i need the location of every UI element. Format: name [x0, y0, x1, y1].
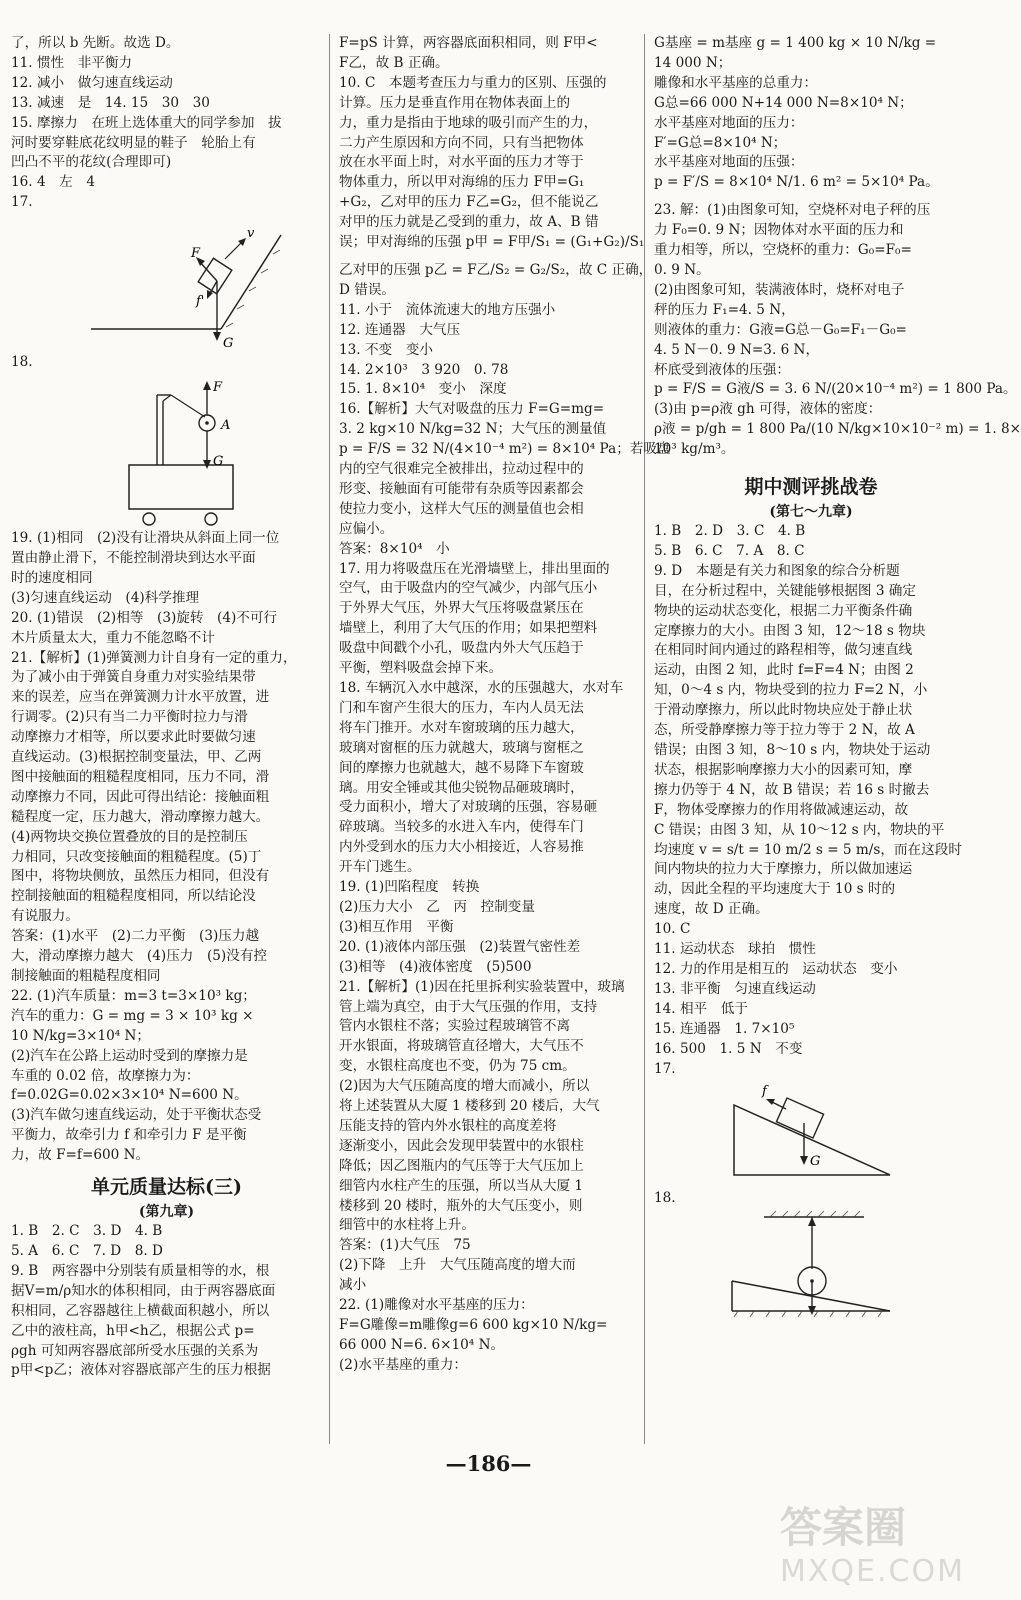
text-line: 车重的 0.02 倍，故摩擦力为： — [11, 1067, 200, 1084]
text-line: 时的速度相同 — [11, 569, 93, 586]
text-line: (2)压力大小 乙 丙 控制变量 — [339, 898, 535, 915]
answers-block-3 — [11, 529, 322, 1166]
text-line: D 错误。 — [339, 281, 396, 298]
text-line: 压能支持的管内外水银柱的高度差将 — [339, 1117, 557, 1134]
text-line: (2)因为大气压随高度的增大而减小，所以 — [339, 1078, 590, 1095]
text-line: 目，在分析过程中，关键能够根据图 3 确定 — [654, 582, 916, 599]
text-line: 11. 运动状态 球拍 惯性 — [654, 941, 816, 958]
text-line: 控制接触面的粗糙程度相同，所以结论没 — [11, 888, 256, 905]
text-line: 碎玻璃。当较多的水进入车内，使得车门 — [339, 819, 584, 836]
text-line: 细管中的水柱将上升。 — [339, 1217, 475, 1234]
text-line: 行调零。(2)只有当二力平衡时拉力与滑 — [11, 709, 248, 726]
text-line: (3)相互作用 平衡 — [339, 918, 454, 935]
text-line: (2)水平基座的重力： — [339, 1356, 468, 1373]
text-line: 二力产生原因和方向不同，只有当把物体 — [339, 134, 584, 151]
text-line: 河时要穿鞋底花纹明显的鞋子 轮胎上有 — [11, 134, 256, 151]
text-line: 12. 连通器 大气压 — [339, 321, 461, 338]
text-line: 11. 小于 流体流速大的地方压强小 — [339, 301, 556, 318]
text-line: (2)汽车在公路上运动时受到的摩擦力是 — [11, 1047, 248, 1064]
text-line: 大，滑动摩擦力越大 (4)压力 (5)没有控 — [11, 948, 268, 965]
text-line: 错误；由图 3 知，8～10 s 内，物块处于运动 — [654, 742, 931, 758]
text-line: 16.【解析】大气对吸盘的压力 F=G=mg= — [339, 401, 605, 418]
text-line: (2)由图象可知，装满液体时，烧杯对电子 — [654, 281, 905, 298]
text-line: 12. 力的作用是相互的 运动状态 变小 — [654, 960, 898, 977]
column-divider — [329, 34, 330, 1444]
text-line: 对甲的压力就是乙受到的重力，故 A、B 错 — [339, 214, 599, 231]
text-line: 据V=m/ρ知水的体积相同，由于两容器底面 — [11, 1282, 276, 1299]
text-line: 于外界大气压，外界大气压将吸盘紧压在 — [339, 600, 584, 617]
text-line: 22. (1)雕像对水平基座的压力： — [339, 1297, 534, 1314]
text-line: 均速度 v = s/t = 10 m/2 s = 5 m/s，而在这段时 — [654, 841, 962, 858]
text-line: 态，所受静摩擦力等于拉力等于 2 N，故 A — [654, 722, 915, 739]
label-f: f — [762, 1084, 767, 1100]
label-G: G — [213, 454, 224, 470]
text-line: 15. 1. 8×10⁴ 变小 深度 — [339, 381, 507, 398]
text-line: (3)由 p=ρ液 gh 可得，液体的密度： — [654, 401, 882, 418]
text-line: (4)两物块交换位置叠放的目的是控制压 — [11, 828, 248, 845]
text-line: 10. C 本题考查压力与重力的区别、压强的 — [339, 74, 607, 91]
text-line: 管上端为真空，由于大气压强的作用，支持 — [339, 998, 598, 1015]
text-line: 运动，由图 2 知，此时 f=F=4 N；由图 2 — [654, 662, 914, 679]
text-line: 17. 用力将吸盘压在光滑墙壁上，排出里面的 — [339, 560, 610, 577]
figure-18-ball-on-slope — [654, 1209, 968, 1339]
text-line: 误；甲对海绵的压强 p甲 = F甲/S₁ = (G₁+G₂)/S₁ — [339, 234, 645, 251]
text-line: 5. B 6. C 7. A 8. C — [654, 542, 805, 559]
figure-17-block-on-slope — [654, 1079, 968, 1189]
text-line: 21.【解析】(1)因在托里拆利实验装置中，玻璃 — [339, 978, 625, 995]
middle-column — [339, 34, 671, 1376]
text-line: 20. (1)液体内部压强 (2)装置气密性差 — [339, 938, 581, 955]
text-line: 吸盘中间戳个小孔，吸盘内外大气压趋于 — [339, 640, 584, 657]
answers-block-6 — [654, 34, 1021, 460]
text-line: 了，所以 b 先断。故选 D。 — [11, 35, 180, 51]
text-line: 将上述装置从大厦 1 楼移到 20 楼后，大气 — [339, 1098, 600, 1115]
text-line: 则液体的重力：G液=G总－G₀=F₁－G₀= — [654, 321, 907, 338]
text-line: 管内水银柱不落；实验过程玻璃管不离 — [339, 1018, 571, 1035]
left-column — [11, 34, 322, 1381]
text-line: 答案：(1)水平 (2)二力平衡 (3)压力越 — [11, 928, 260, 945]
text-line: F=G雕像=m雕像g=6 600 kg×10 N/kg= — [339, 1317, 608, 1333]
text-line: 力，故 F=f=600 N。 — [11, 1147, 150, 1164]
text-line: 乙对甲的压强 p乙 = F乙/S₂ = G₂/S₂，故 C 正确， — [339, 261, 653, 278]
text-line: 于滑动摩擦力，所以此时物块应处于静止状 — [654, 702, 913, 719]
text-line: 汽车的重力：G = mg = 3 × 10³ kg × — [11, 1007, 254, 1024]
column-divider — [644, 34, 645, 1444]
text-line: G基座 = m基座 g = 1 400 kg × 10 N/kg = — [654, 35, 937, 51]
text-line: 雕像和水平基座的总重力： — [654, 74, 818, 91]
text-line: 细管内水柱产生的压强，所以当从大厦 1 — [339, 1177, 584, 1194]
text-line: 66 000 N=6. 6×10⁴ N。 — [339, 1336, 505, 1353]
text-line: 23. 解：(1)由图象可知，空烧杯对电子秤的压 — [654, 202, 931, 219]
text-line: 18. 车辆沉入水中越深，水的压强越大，水对车 — [339, 680, 624, 696]
text-line: 楼移到 20 楼时，瓶外的大气压变小，则 — [339, 1197, 583, 1214]
text-line: 定摩擦力的大小。由图 3 知，12～18 s 物块 — [654, 622, 926, 639]
text-line: 13. 非平衡 匀速直线运动 — [654, 980, 816, 997]
text-line: 14 000 N； — [654, 54, 732, 71]
text-line: 1. B 2. D 3. C 4. B — [654, 523, 806, 540]
text-line: 积相同，乙容器越往上横截面积越小，所以 — [11, 1302, 270, 1319]
text-line: (3)匀速直线运动 (4)科学推理 — [11, 589, 200, 606]
text-line: 19. (1)相同 (2)没有让滑块从斜面上同一位 — [11, 530, 280, 547]
text-line: F=pS 计算，两容器底面积相同，则 F甲< — [339, 35, 598, 51]
text-line: 置由静止滑下，不能控制滑块到达水平面 — [11, 549, 256, 566]
text-line: 有说服力。 — [11, 908, 79, 925]
text-line: 璃。用安全锤或其他尖锐物品砸玻璃时， — [339, 779, 584, 796]
right-column — [654, 34, 1021, 1339]
text-line: G总=66 000 N+14 000 N=8×10⁴ N； — [654, 94, 913, 111]
text-line: ρ液 = p/gh = 1 800 Pa/(10 N/kg×10×10⁻² m) = 1. 8× — [654, 421, 1021, 438]
text-line: 1. B 2. C 3. D 4. B — [11, 1223, 163, 1240]
text-line: 变，水银柱高度也不变，仍为 75 cm。 — [339, 1058, 576, 1075]
text-line: 木片质量太大，重力不能忽略不计 — [11, 629, 215, 646]
unit-title: 单元质量达标(三) — [91, 1176, 242, 1199]
text-line: 应偏小。 — [339, 520, 394, 537]
unit-subtitle: (第九章) — [138, 1204, 195, 1221]
text-line: 动摩擦力才相等，所以要求此时要做匀速 — [11, 729, 256, 746]
answers-block-2 — [11, 353, 322, 373]
text-line: 内外受到水的压力大小相接近，人容易推 — [339, 839, 584, 856]
text-line: 将车门推开。水对车窗玻璃的压力越大， — [339, 719, 584, 736]
text-line: F乙，故 B 正确。 — [339, 54, 449, 71]
text-line: F′=G总=8×10⁴ N； — [654, 134, 787, 151]
text-line: (3)相等 (4)液体密度 (5)500 — [339, 958, 532, 975]
site-watermark — [780, 1502, 965, 1598]
text-line: +G₂，乙对甲的压力 F乙=G₂，但不能说乙 — [339, 194, 599, 211]
text-line: 平衡力，故牵引力 f 和牵引力 F 是平衡 — [11, 1127, 247, 1144]
text-line: 来的误差，应当在弹簧测力计水平放置，进 — [11, 689, 270, 706]
text-line: 逐渐变小，因此会发现甲装置中的水银柱 — [339, 1137, 584, 1154]
text-line: 力 F₀=0. 9 N；因物体对水平面的压力和 — [654, 222, 904, 239]
text-line: 13. 不变 变小 — [339, 341, 433, 358]
text-line: p = F/S = G液/S = 3. 6 N/(20×10⁻⁴ m²) = 1 800 Pa。 — [654, 381, 1017, 398]
text-line: 放在水平面上时，对水平面的压力才等于 — [339, 154, 584, 171]
text-line: 墙壁上，利用了大气压的作用；如果把塑料 — [339, 620, 598, 637]
text-line: 18. — [654, 1190, 676, 1207]
text-line: 20. (1)错误 (2)相等 (3)旋转 (4)不可行 — [11, 609, 278, 626]
text-line: C 错误；由图 3 知，从 10～12 s 内，物块的平 — [654, 821, 945, 838]
text-line: 物体重力，所以甲对海绵的压力 F甲=G₁ — [339, 174, 585, 191]
text-line: 凹凸不平的花纹(合理即可) — [11, 154, 172, 171]
text-line: 减小 — [339, 1277, 367, 1294]
text-line: 9. D 本题是有关力和图象的综合分析题 — [654, 562, 900, 579]
text-line: 在相同时间内通过的路程相等，做匀速直线 — [654, 642, 913, 659]
text-line: 13. 减速 是 14. 15 30 30 — [11, 94, 210, 111]
text-line: 擦力仍等于 4 N，故 B 错误；若 16 s 时撤去 — [654, 781, 930, 798]
text-line: 9. B 两容器中分别装有质量相等的水，根 — [11, 1262, 270, 1279]
text-line: 14. 相平 低于 — [654, 1000, 748, 1017]
text-line: 门和车窗产生很大的压力，车内人员无法 — [339, 699, 584, 716]
text-line: 10 N/kg=3×10⁴ N； — [11, 1027, 151, 1044]
midterm-subtitle: (第七～九章) — [769, 504, 853, 521]
answers-block-5 — [339, 34, 671, 1376]
text-line: 水平基座对地面的压强： — [654, 154, 804, 171]
text-line: (3)汽车做匀速直线运动，处于平衡状态受 — [11, 1107, 262, 1124]
text-line: 图中，将物块侧放，虽然压力相同，但没有 — [11, 868, 270, 885]
text-line: 22. (1)汽车质量：m=3 t=3×10³ kg； — [11, 987, 256, 1004]
text-line: 为了减小由于弹簧自身重力对实验结果带 — [11, 669, 256, 686]
text-line — [654, 193, 968, 201]
text-line: 17. — [11, 194, 33, 211]
text-line: 16. 500 1. 5 N 不变 — [654, 1040, 803, 1057]
text-line: ρgh 可知两容器底部所受水压强的关系为 — [11, 1342, 259, 1359]
text-line: 间内物块的拉力大于摩擦力，所以做加速运 — [654, 861, 913, 878]
text-line: 知，0～4 s 内，物块受到的拉力 F=2 N，小 — [654, 682, 928, 699]
text-line: 力，重力是指由于地球的吸引而产生的力， — [339, 114, 598, 131]
page-number: —186— — [445, 1451, 532, 1476]
text-line: 开车门逃生。 — [339, 859, 421, 876]
text-line: 开水银面，将玻璃管直径增大，大气压不 — [339, 1038, 584, 1055]
text-line: 0. 9 N。 — [654, 261, 710, 278]
label-f-prime: f' — [196, 294, 205, 310]
text-line: 糙程度一定，压力越大，滑动摩擦力越大。 — [11, 808, 270, 825]
text-line: p = F′/S = 8×10⁴ N/1. 6 m² = 5×10⁴ Pa。 — [654, 174, 939, 191]
text-line: f=0.02G=0.02×3×10⁴ N=600 N。 — [11, 1087, 248, 1104]
text-line: 物块的运动状态变化，根据二力平衡条件确 — [654, 602, 913, 619]
text-line: 秤的压力 F₁=4. 5 N， — [654, 301, 795, 318]
text-line: 16. 4 左 4 — [11, 174, 96, 191]
text-line: 间的摩擦力也就越大，越不易降下车窗玻 — [339, 759, 584, 776]
text-line: 杯底受到液体的压强： — [654, 361, 790, 378]
text-line: (2)下降 上升 大气压随高度的增大而 — [339, 1257, 576, 1274]
text-line: 动，因此全程的平均速度大于 10 s 时的 — [654, 881, 896, 898]
watermark-logo-text: 答案圈 — [780, 1503, 907, 1552]
label-F: F — [213, 380, 223, 396]
text-line: 答案：8×10⁴ 小 — [339, 540, 450, 557]
text-line: 状态，根据影响摩擦力大小的因素可知，摩 — [654, 761, 913, 778]
text-line: 图中接触面的粗糙程度相同，压力不同，滑 — [11, 768, 270, 785]
text-line: 4. 5 N－0. 9 N=3. 6 N， — [654, 341, 820, 358]
text-line: 水平基座对地面的压力： — [654, 114, 804, 131]
text-line: 3. 2 kg×10 N/kg=32 N；大气压的测量值 — [339, 421, 607, 438]
text-line: 制接触面的粗糙程度相同 — [11, 968, 161, 984]
text-line: 17. — [654, 1060, 676, 1077]
midterm-title: 期中测评挑战卷 — [744, 476, 878, 499]
watermark-url: MXQE.COM — [780, 1554, 965, 1589]
text-line: p甲<p乙；液体对容器底部产生的压力根据 — [11, 1362, 271, 1379]
label-F: F — [191, 246, 201, 262]
text-line: 空气，由于吸盘内的空气减少，内部气压小 — [339, 580, 598, 597]
text-line: 21.【解析】(1)弹簧测力计自身有一定的重力， — [11, 649, 297, 666]
text-line: 速度，故 D 正确。 — [654, 901, 769, 918]
label-G: G — [810, 1154, 821, 1170]
text-line: 玻璃对窗框的压力就越大，玻璃与窗框之 — [339, 739, 584, 756]
text-line: 15. 摩擦力 在班上选体重大的同学参加 拔 — [11, 114, 282, 131]
text-line: 重力相等，所以，空烧杯的重力：G₀=F₀= — [654, 242, 912, 259]
text-line: 计算。压力是垂直作用在物体表面上的 — [339, 94, 571, 111]
label-G: G — [223, 336, 234, 352]
text-line: 11. 惯性 非平衡力 — [11, 54, 133, 71]
answers-block-4 — [11, 1222, 322, 1381]
text-line: 力相同，只改变接触面的粗糙程度。(5)丁 — [11, 848, 262, 865]
text-line — [339, 253, 634, 261]
text-line: 内的空气很难完全被排出，拉动过程中的 — [339, 461, 584, 478]
text-line: 14. 2×10³ 3 920 0. 78 — [339, 361, 509, 378]
label-A: A — [221, 418, 231, 434]
text-line: 形变、接触面有可能带有杂质等因素都会 — [339, 480, 584, 497]
text-line: 降低；因乙图瓶内的气压等于大气压加上 — [339, 1157, 584, 1174]
text-line: 5. A 6. C 7. D 8. D — [11, 1242, 163, 1259]
text-line: 动摩擦力不同，因此可得出结论：接触面粗 — [11, 788, 270, 805]
figure-18-crane-cart — [11, 373, 322, 529]
text-line: 19. (1)凹陷程度 转换 — [339, 879, 480, 896]
label-v: v — [247, 226, 255, 242]
figure-17-incline — [11, 213, 322, 353]
text-line: 答案：(1)大气压 75 — [339, 1237, 471, 1254]
text-line: 平衡，塑料吸盘会掉下来。 — [339, 660, 503, 677]
answers-block-1 — [11, 34, 322, 213]
text-line: 直线运动。(3)根据控制变量法，甲、乙两 — [11, 749, 262, 766]
text-line: 受力面积小，增大了对玻璃的压强，容易砸 — [339, 799, 598, 816]
answers-block-8 — [654, 1189, 968, 1209]
text-line: F，物体受摩擦力的作用将做减速运动，故 — [654, 801, 909, 818]
text-line: 15. 连通器 1. 7×10⁵ — [654, 1020, 795, 1037]
answers-block-7 — [654, 522, 968, 1079]
text-line: 10. C — [654, 921, 691, 938]
text-line: p = F/S = 32 N/(4×10⁻⁴ m²) = 8×10⁴ Pa；若吸盘 — [339, 441, 671, 458]
text-line: 12. 减小 做匀速直线运动 — [11, 74, 173, 91]
text-line: 使拉力变小，这样大气压的测量值也会相 — [339, 500, 584, 517]
text-line: 10³ kg/m³。 — [654, 441, 735, 458]
text-line: 18. — [11, 354, 33, 371]
text-line: 乙中的液柱高，h甲<h乙，根据公式 p= — [11, 1322, 255, 1339]
